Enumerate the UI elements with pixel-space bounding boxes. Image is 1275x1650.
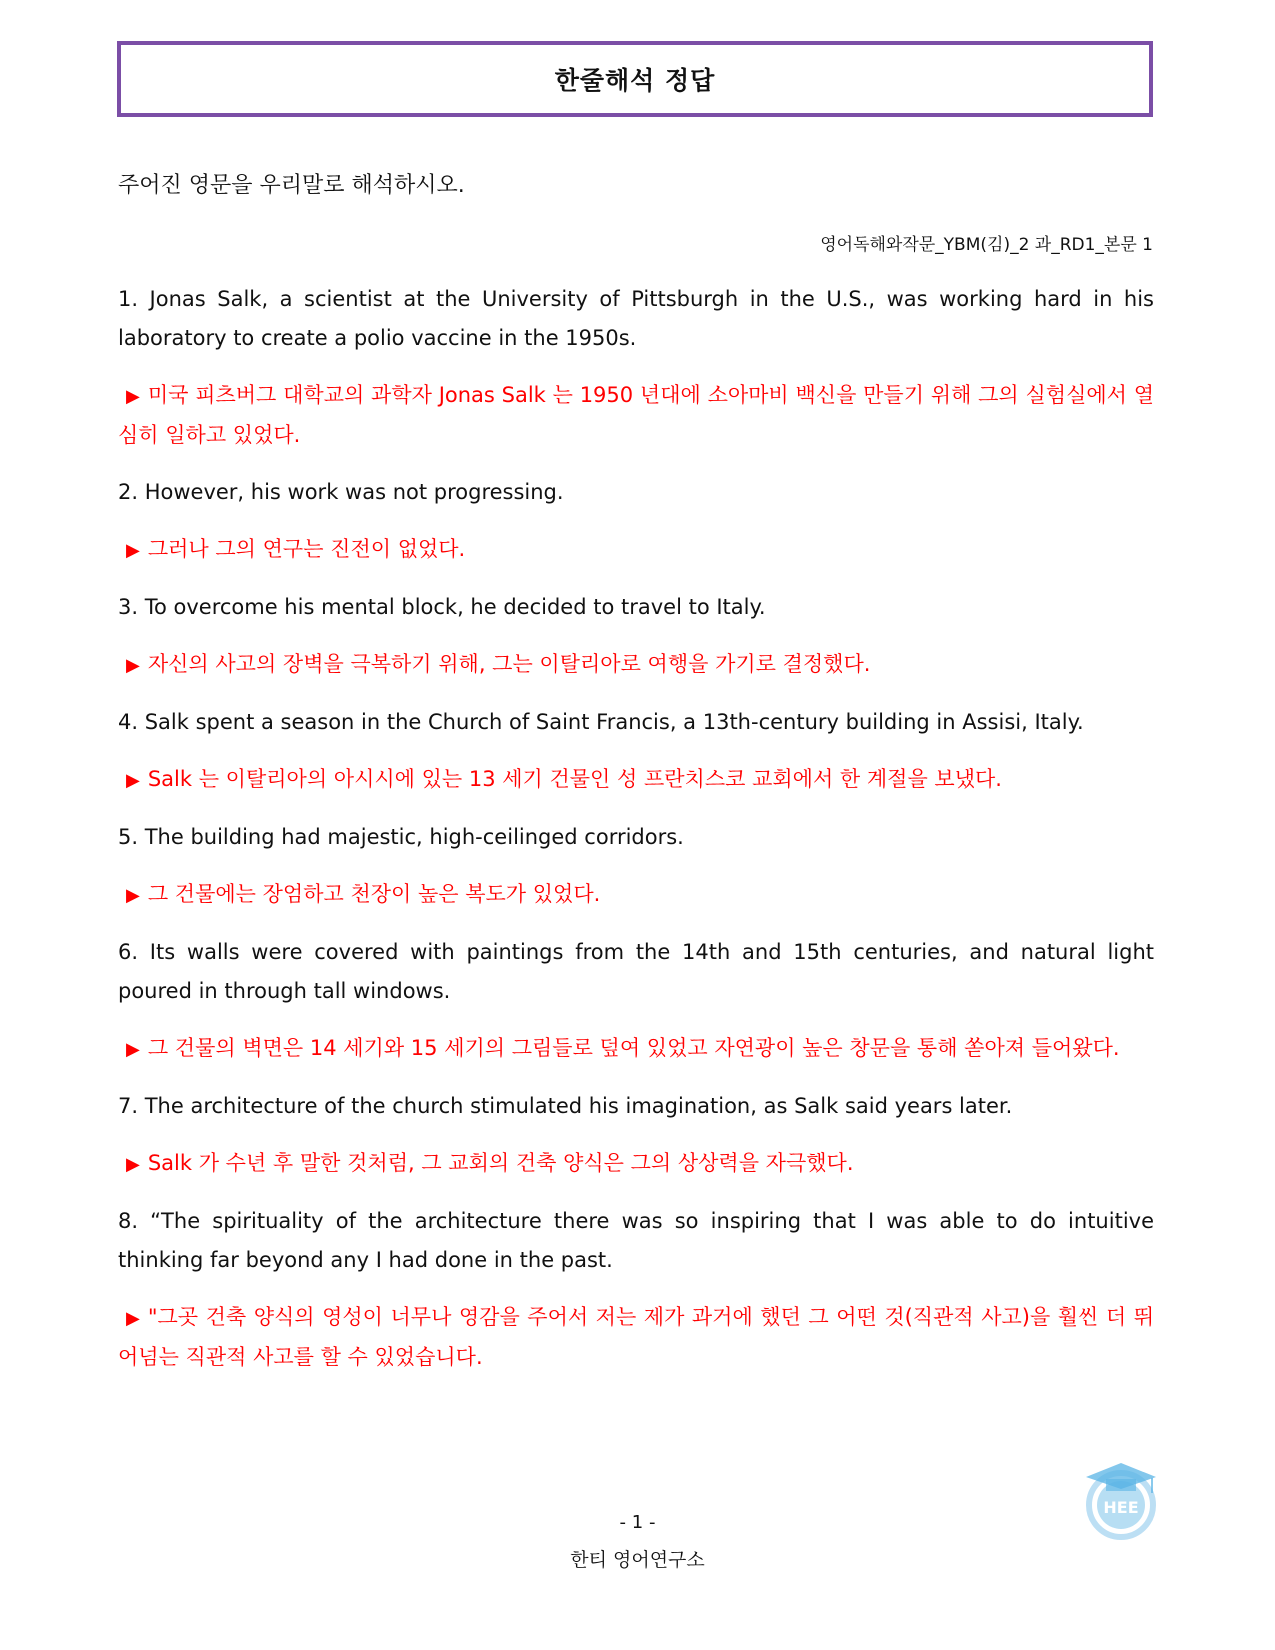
korean-text: Salk 가 수년 후 말한 것처럼, 그 교회의 건축 양식은 그의 상상력을 자극했다. (147, 1151, 854, 1175)
arrow-right-icon: ▶ (126, 540, 140, 561)
arrow-right-icon: ▶ (126, 770, 140, 791)
arrow-right-icon: ▶ (126, 1308, 140, 1329)
english-sentence: 1. Jonas Salk, a scientist at the University of Pittsburgh in the U.S., was working hard in his laboratory to create a polio vaccine in the 1950s. (118, 287, 1154, 350)
item-2 (118, 473, 1154, 570)
item-3 (118, 588, 1154, 685)
korean-text: 그러나 그의 연구는 진전이 없었다. (147, 537, 466, 561)
korean-translation (118, 530, 1154, 570)
arrow-right-icon: ▶ (126, 655, 140, 676)
english-sentence: 3. To overcome his mental block, he decided to travel to Italy. (118, 595, 766, 619)
item-4 (118, 703, 1154, 800)
english-sentence: 5. The building had majestic, high-ceilinged corridors. (118, 825, 684, 849)
korean-text: 자신의 사고의 장벽을 극복하기 위해, 그는 이탈리아로 여행을 가기로 결정했다. (147, 652, 871, 676)
logo-text: HEE (1103, 1498, 1139, 1517)
korean-translation (118, 760, 1154, 800)
korean-translation (118, 1144, 1154, 1184)
title-box (117, 41, 1153, 117)
korean-text: "그곳 건축 양식의 영성이 너무나 영감을 주어서 저는 제가 과거에 했던 그 어떤 것(직관적 사고)을 훨씬 더 뛰어넘는 직관적 사고를 할 수 있었습니다. (118, 1305, 1154, 1369)
korean-text: 그 건물에는 장엄하고 천장이 높은 복도가 있었다. (147, 882, 601, 906)
english-sentence: 7. The architecture of the church stimulated his imagination, as Salk said years later. (118, 1094, 1013, 1118)
arrow-right-icon: ▶ (126, 1039, 140, 1060)
page-title: 한줄해석 정답 (554, 66, 716, 95)
english-sentence: 2. However, his work was not progressing. (118, 480, 564, 504)
korean-text: 그 건물의 벽면은 14 세기와 15 세기의 그림들로 덮여 있었고 자연광이 높은 창문을 통해 쏟아져 들어왔다. (147, 1036, 1120, 1060)
english-sentence: 4. Salk spent a season in the Church of Saint Francis, a 13th-century building in Assisi, Italy. (118, 710, 1084, 734)
korean-translation (118, 645, 1154, 685)
page-number: - 1 - (619, 1512, 656, 1533)
arrow-right-icon: ▶ (126, 386, 140, 407)
instruction-text: 주어진 영문을 우리말로 해석하시오. (118, 173, 465, 198)
korean-text: Salk 는 이탈리아의 아시시에 있는 13 세기 건물인 성 프란치스코 교회에서 한 계절을 보냈다. (147, 767, 1002, 791)
korean-translation (118, 1029, 1154, 1069)
item-8 (118, 1202, 1154, 1377)
source-label: 영어독해와작문_YBM(김)_2 과_RD1_본문 1 (820, 235, 1153, 255)
english-sentence: 8. “The spirituality of the architecture there was so inspiring that I was able to do intuitive thinking far beyond any I had done in the past. (118, 1209, 1154, 1272)
item-7 (118, 1087, 1154, 1184)
english-sentence: 6. Its walls were covered with paintings from the 14th and 15th centuries, and natural light poured in through tall windows. (118, 940, 1154, 1003)
item-5 (118, 818, 1154, 915)
arrow-right-icon: ▶ (126, 1154, 140, 1175)
korean-translation (118, 376, 1154, 455)
content-list (118, 280, 1154, 1395)
korean-translation (118, 1298, 1154, 1377)
item-6 (118, 933, 1154, 1069)
korean-translation (118, 875, 1154, 915)
footer-text: 한티 영어연구소 (570, 1549, 705, 1571)
korean-text: 미국 피츠버그 대학교의 과학자 Jonas Salk 는 1950 년대에 소아마비 백신을 만들기 위해 그의 실험실에서 열심히 일하고 있었다. (118, 383, 1154, 447)
item-1 (118, 280, 1154, 455)
arrow-right-icon: ▶ (126, 885, 140, 906)
